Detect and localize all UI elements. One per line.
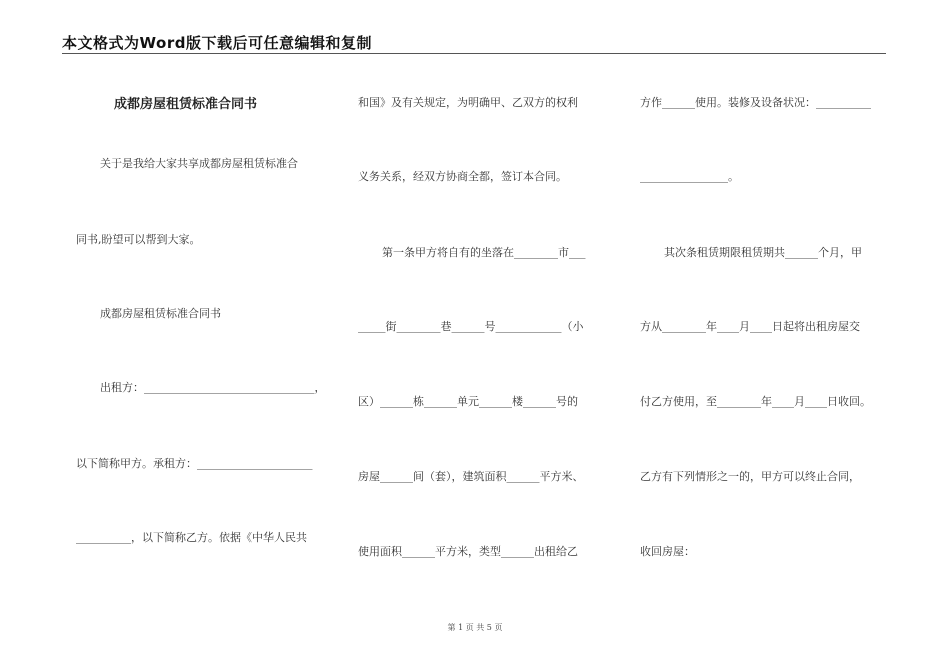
paragraph-line: 义务关系，经双方协商全都，签订本合同。 <box>358 170 567 183</box>
paragraph-line: _____街________巷______号____________（小 <box>358 320 584 333</box>
paragraph-line: 成都房屋租赁标准合同书 <box>100 307 221 320</box>
paragraph-line: 同书,盼望可以帮到大家。 <box>76 233 201 246</box>
paragraph-line: __________，以下简称乙方。依据《中华人民共 <box>76 531 307 544</box>
paragraph-line: 使用面积______平方米，类型______出租给乙 <box>358 545 578 558</box>
header-divider <box>62 53 886 54</box>
paragraph-line: ________________。 <box>640 170 739 183</box>
paragraph-line: 房屋______间（套），建筑面积______平方米、 <box>358 470 584 483</box>
paragraph-line: 乙方有下列情形之一的，甲方可以终止合同， <box>640 470 860 483</box>
paragraph-line: 和国》及有关规定，为明确甲、乙双方的权利 <box>358 96 578 109</box>
page-number-footer: 第 1 页 共 5 页 <box>447 623 503 632</box>
paragraph-line: 付乙方使用，至________年____月____日收回。 <box>640 395 871 408</box>
paragraph-line: 区）______栋______单元______楼______号的 <box>358 395 578 408</box>
paragraph-line: 其次条租赁期限租赁期共______个月，甲 <box>664 246 862 259</box>
paragraph-line: 收回房屋： <box>640 545 695 558</box>
paragraph-line: 方从________年____月____日起将出租房屋交 <box>640 320 860 333</box>
paragraph-line: 关于是我给大家共享成都房屋租赁标准合 <box>100 157 298 170</box>
paragraph-line: 以下简称甲方。承租方：_____________________ <box>76 457 313 470</box>
paragraph-line: 第一条甲方将自有的坐落在________市___ <box>382 246 586 259</box>
document-title: 成都房屋租赁标准合同书 <box>114 97 258 112</box>
paragraph-line: 出租方：_______________________________， <box>100 381 326 394</box>
page-header-title: 本文格式为Word版下载后可任意编辑和复制 <box>62 34 372 52</box>
paragraph-line: 方作______使用。装修及设备状况：__________ <box>640 96 871 109</box>
